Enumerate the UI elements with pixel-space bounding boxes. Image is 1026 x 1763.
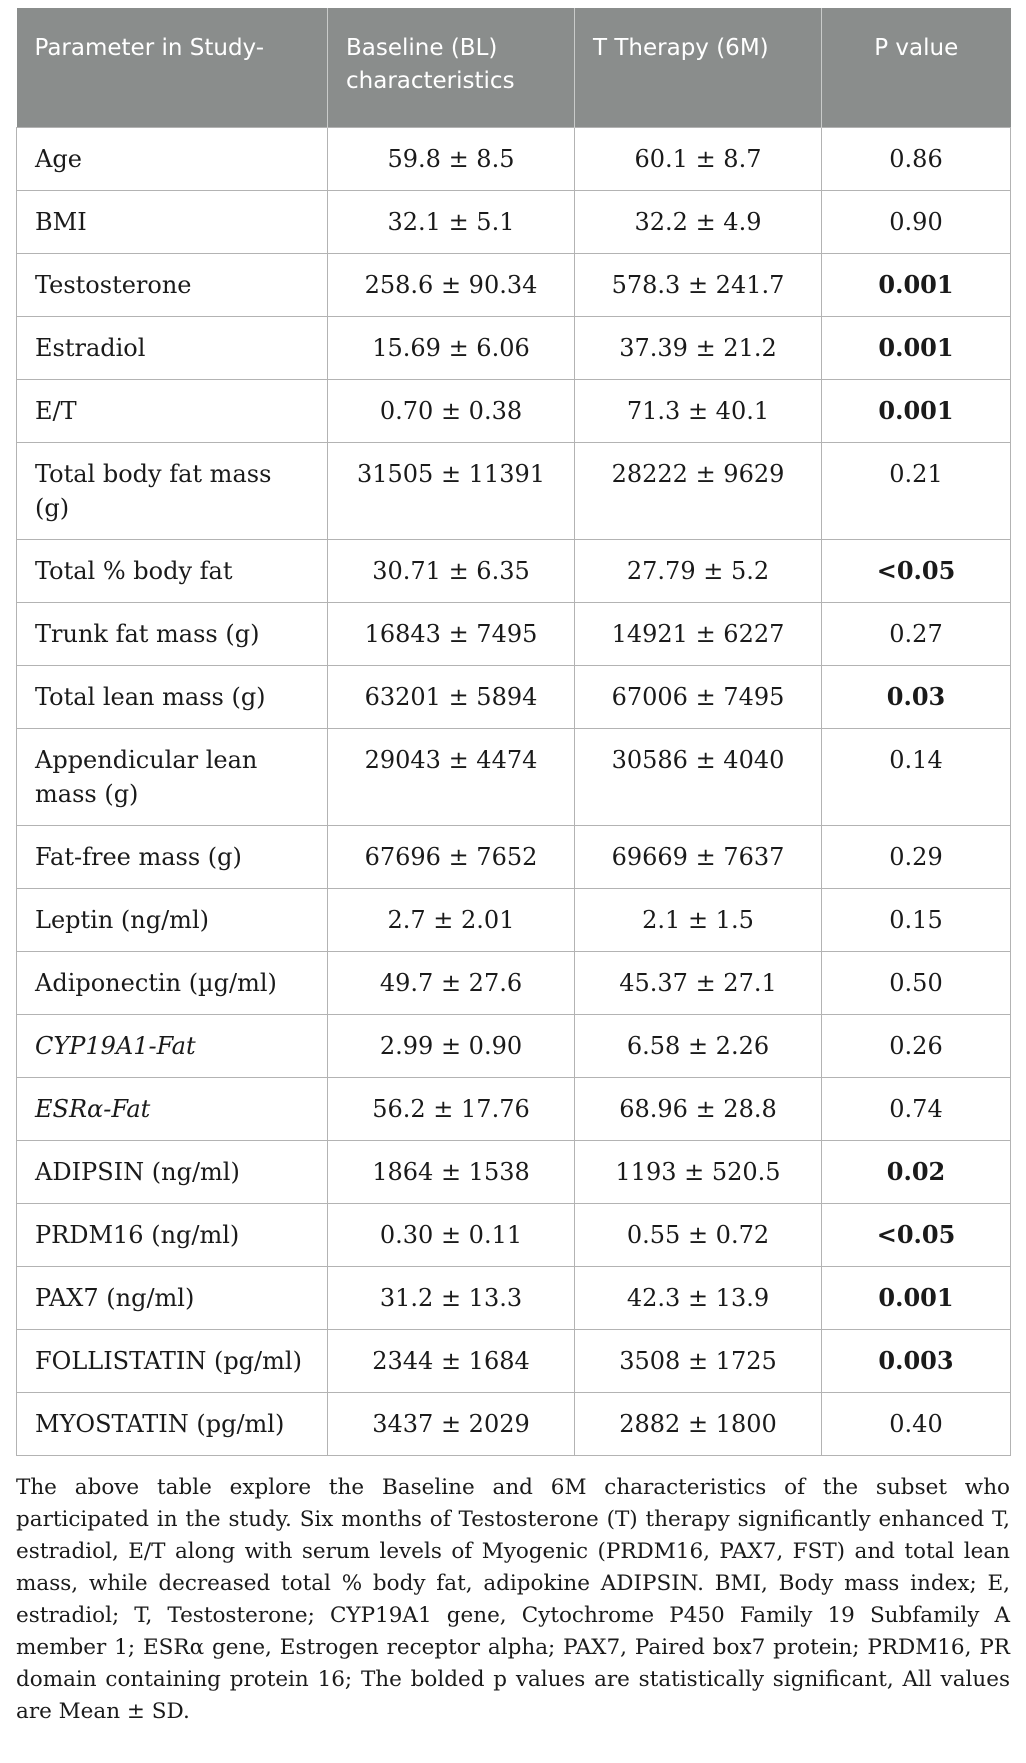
cell-p-value: 0.29 <box>822 826 1011 889</box>
cell-parameter: Fat-free mass (g) <box>17 826 328 889</box>
cell-therapy: 37.39 ± 21.2 <box>575 317 822 380</box>
table-row <box>17 1015 1011 1078</box>
cell-baseline: 258.6 ± 90.34 <box>328 254 575 317</box>
cell-parameter: FOLLISTATIN (pg/ml) <box>17 1330 328 1393</box>
cell-therapy: 2882 ± 1800 <box>575 1393 822 1456</box>
cell-p-value: 0.74 <box>822 1078 1011 1141</box>
cell-baseline: 2344 ± 1684 <box>328 1330 575 1393</box>
cell-parameter: Total % body fat <box>17 540 328 603</box>
cell-therapy: 30586 ± 4040 <box>575 729 822 826</box>
document <box>16 8 1010 1750</box>
cell-therapy: 6.58 ± 2.26 <box>575 1015 822 1078</box>
cell-baseline: 31.2 ± 13.3 <box>328 1267 575 1330</box>
table-header <box>17 8 1011 128</box>
table-row <box>17 666 1011 729</box>
cell-therapy: 2.1 ± 1.5 <box>575 889 822 952</box>
cell-p-value: 0.14 <box>822 729 1011 826</box>
table-row <box>17 889 1011 952</box>
cell-baseline: 30.71 ± 6.35 <box>328 540 575 603</box>
cell-baseline: 0.30 ± 0.11 <box>328 1204 575 1267</box>
cell-parameter: Appendicular lean mass (g) <box>17 729 328 826</box>
cell-parameter: MYOSTATIN (pg/ml) <box>17 1393 328 1456</box>
table-row <box>17 317 1011 380</box>
table-body <box>17 128 1011 1456</box>
cell-therapy: 0.55 ± 0.72 <box>575 1204 822 1267</box>
table-row <box>17 1393 1011 1456</box>
cell-therapy: 60.1 ± 8.7 <box>575 128 822 191</box>
cell-p-value: 0.40 <box>822 1393 1011 1456</box>
cell-p-value: 0.86 <box>822 128 1011 191</box>
header-row <box>17 8 1011 128</box>
cell-baseline: 32.1 ± 5.1 <box>328 191 575 254</box>
table-row <box>17 128 1011 191</box>
cell-baseline: 59.8 ± 8.5 <box>328 128 575 191</box>
cell-parameter: Leptin (ng/ml) <box>17 889 328 952</box>
cell-baseline: 15.69 ± 6.06 <box>328 317 575 380</box>
cell-parameter: Adiponectin (µg/ml) <box>17 952 328 1015</box>
cell-parameter: Total body fat mass (g) <box>17 443 328 540</box>
table-row <box>17 1204 1011 1267</box>
cell-p-value: 0.03 <box>822 666 1011 729</box>
table-row <box>17 603 1011 666</box>
cell-parameter: Age <box>17 128 328 191</box>
cell-parameter: BMI <box>17 191 328 254</box>
table-row <box>17 729 1011 826</box>
table-row <box>17 1078 1011 1141</box>
header-therapy: T Therapy (6M) <box>575 8 822 128</box>
cell-p-value: 0.001 <box>822 380 1011 443</box>
cell-therapy: 27.79 ± 5.2 <box>575 540 822 603</box>
cell-p-value: 0.003 <box>822 1330 1011 1393</box>
cell-therapy: 3508 ± 1725 <box>575 1330 822 1393</box>
header-baseline: Baseline (BL) characteristics <box>328 8 575 128</box>
table-row <box>17 540 1011 603</box>
cell-therapy: 1193 ± 520.5 <box>575 1141 822 1204</box>
cell-baseline: 67696 ± 7652 <box>328 826 575 889</box>
cell-p-value: 0.50 <box>822 952 1011 1015</box>
results-table <box>16 8 1011 1456</box>
cell-baseline: 16843 ± 7495 <box>328 603 575 666</box>
table-row <box>17 826 1011 889</box>
table-row <box>17 191 1011 254</box>
cell-parameter: Testosterone <box>17 254 328 317</box>
cell-p-value: 0.02 <box>822 1141 1011 1204</box>
cell-therapy: 32.2 ± 4.9 <box>575 191 822 254</box>
header-parameter: Parameter in Study- <box>17 8 328 128</box>
cell-baseline: 0.70 ± 0.38 <box>328 380 575 443</box>
table-row <box>17 952 1011 1015</box>
table-caption: The above table explore the Baseline and 6M characteristics of the subset who participated in the study. Six months of Testosterone (T) therapy significantly enhanced T, estradiol, E/T along with serum levels of Myogenic (PRDM16, PAX7, FST) and total lean mass, while decreased total % body fat, adipokine ADIPSIN. BMI, Body mass index; E, estradiol; T, Testosterone; CYP19A1 gene, Cytochrome P450 Family 19 Subfamily A member 1; ESRα gene, Estrogen receptor alpha; PAX7, Paired box7 protein; PRDM16, PR domain containing protein 16; The bolded p values are statistically significant, All values are Mean ± SD. <box>16 1475 1010 1724</box>
cell-p-value: <0.05 <box>822 1204 1011 1267</box>
cell-p-value: 0.001 <box>822 254 1011 317</box>
cell-baseline: 31505 ± 11391 <box>328 443 575 540</box>
cell-p-value: 0.15 <box>822 889 1011 952</box>
table-row <box>17 1330 1011 1393</box>
cell-parameter: Trunk fat mass (g) <box>17 603 328 666</box>
cell-parameter: PAX7 (ng/ml) <box>17 1267 328 1330</box>
cell-therapy: 69669 ± 7637 <box>575 826 822 889</box>
cell-baseline: 29043 ± 4474 <box>328 729 575 826</box>
cell-p-value: 0.27 <box>822 603 1011 666</box>
cell-parameter: Estradiol <box>17 317 328 380</box>
cell-therapy: 45.37 ± 27.1 <box>575 952 822 1015</box>
cell-p-value: <0.05 <box>822 540 1011 603</box>
cell-p-value: 0.001 <box>822 317 1011 380</box>
cell-therapy: 28222 ± 9629 <box>575 443 822 540</box>
cell-therapy: 14921 ± 6227 <box>575 603 822 666</box>
header-p-value: P value <box>822 8 1011 128</box>
cell-baseline: 49.7 ± 27.6 <box>328 952 575 1015</box>
cell-p-value: 0.001 <box>822 1267 1011 1330</box>
cell-baseline: 63201 ± 5894 <box>328 666 575 729</box>
cell-parameter: PRDM16 (ng/ml) <box>17 1204 328 1267</box>
table-row <box>17 1141 1011 1204</box>
cell-parameter: Total lean mass (g) <box>17 666 328 729</box>
table-row <box>17 1267 1011 1330</box>
cell-therapy: 71.3 ± 40.1 <box>575 380 822 443</box>
cell-therapy: 42.3 ± 13.9 <box>575 1267 822 1330</box>
cell-baseline: 2.7 ± 2.01 <box>328 889 575 952</box>
cell-p-value: 0.90 <box>822 191 1011 254</box>
table-row <box>17 380 1011 443</box>
cell-therapy: 578.3 ± 241.7 <box>575 254 822 317</box>
table-row <box>17 443 1011 540</box>
cell-baseline: 56.2 ± 17.76 <box>328 1078 575 1141</box>
cell-p-value: 0.21 <box>822 443 1011 540</box>
cell-p-value: 0.26 <box>822 1015 1011 1078</box>
cell-baseline: 1864 ± 1538 <box>328 1141 575 1204</box>
cell-baseline: 2.99 ± 0.90 <box>328 1015 575 1078</box>
cell-parameter: ESRα-Fat <box>17 1078 328 1141</box>
cell-parameter: CYP19A1-Fat <box>17 1015 328 1078</box>
table-row <box>17 254 1011 317</box>
cell-parameter: E/T <box>17 380 328 443</box>
cell-therapy: 68.96 ± 28.8 <box>575 1078 822 1141</box>
cell-therapy: 67006 ± 7495 <box>575 666 822 729</box>
cell-parameter: ADIPSIN (ng/ml) <box>17 1141 328 1204</box>
cell-baseline: 3437 ± 2029 <box>328 1393 575 1456</box>
